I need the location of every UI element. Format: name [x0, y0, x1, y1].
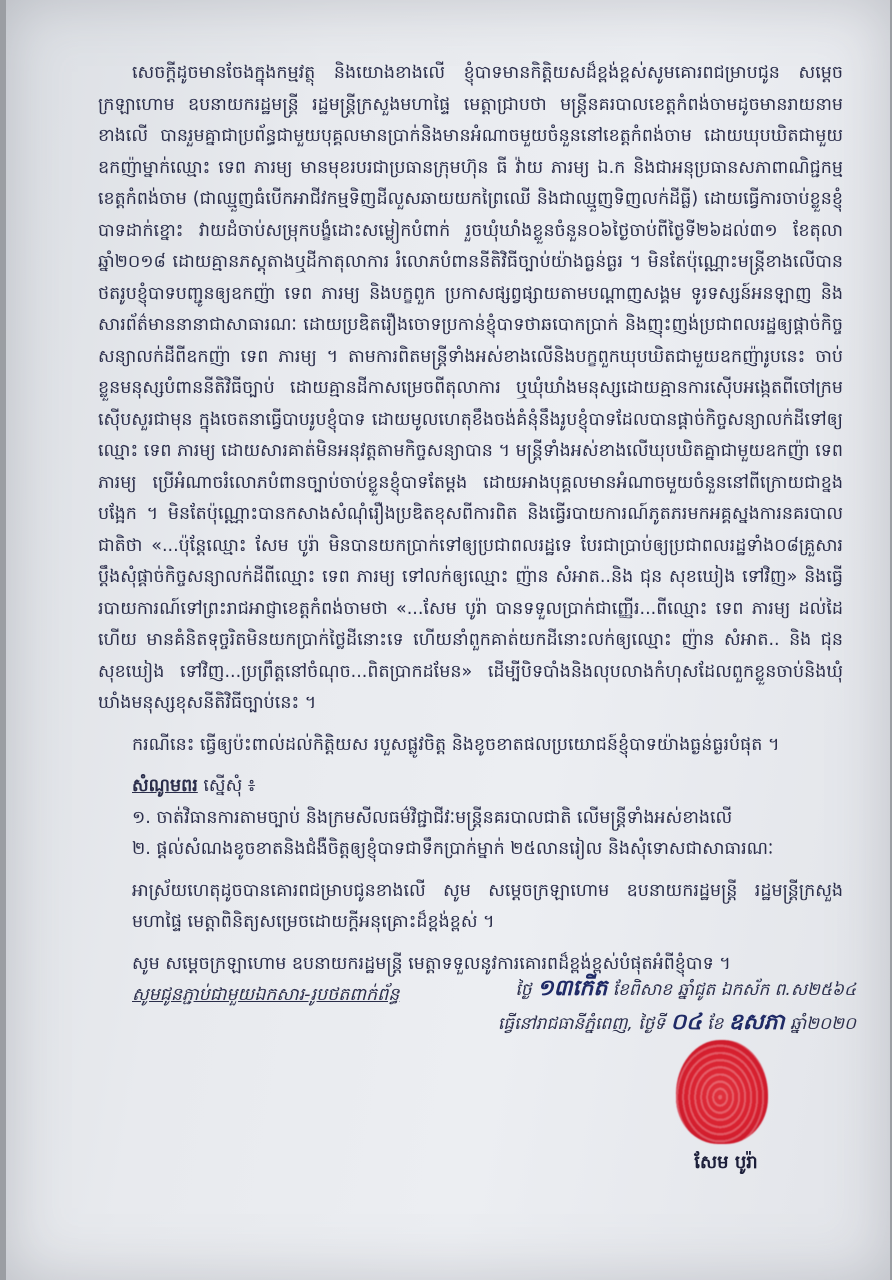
body-paragraph-2: ករណីនេះ ធ្វើឲ្យប៉ះពាល់ដល់កិត្តិយស របួសផ្លូវចិត្ត និងខូចខាតផលប្រយោជន៍ខ្ញុំបាទយ៉ាងធ្ងន់ធ្ងរបំផុត ។	[132, 734, 780, 755]
month-prefix: ខែ	[707, 1014, 724, 1034]
request-heading-tail: ស្នើសុំ ៖	[197, 776, 256, 796]
lunar-date-rest: ខែពិសាខ ឆ្នាំជូត ឯកស័ក ព.ស២៥៦៤	[612, 980, 856, 1000]
request-item-1: ១. ចាត់វិធានការតាមច្បាប់ និងក្រមសីលធម៌វិជ្ជាជីវៈមន្ត្រីនគរបាលជាតិ លើមន្ត្រីទាំងអស់ខាងលើ	[132, 807, 733, 828]
body-paragraph-4: សូម សម្ដេចក្រឡាហោម ឧបនាយករដ្ឋមន្ត្រី មេត្តាទទួលនូវការគោរពដ៏ខ្ពង់ខ្ពស់បំផុតអំពីខ្ញុំបាទ ។	[132, 953, 731, 974]
lunar-day: ១៣កើត	[536, 975, 608, 1001]
enclosure-note: សូមជូនភ្ជាប់ជាមួយឯកសារ-រូបថតពាក់ព័ន្ធ	[132, 985, 400, 1005]
lunar-date-prefix: ថ្ងៃ	[515, 980, 532, 1000]
request-heading	[98, 771, 843, 803]
date-block	[426, 972, 856, 1040]
place-date	[426, 1006, 856, 1040]
place-date-prefix: ធ្វើនៅរាជធានីភ្នំពេញ, ថ្ងៃទី	[497, 1014, 666, 1034]
thumbprint	[676, 1040, 768, 1144]
body-paragraph-1: សេចក្ដីដូចមានចែងក្នុងកម្មវត្ថុ និងយោងខាងលើ ខ្ញុំបាទមានកិត្តិយសដ៏ខ្ពង់ខ្ពស់សូមគោរពជម្រាបជូន សម្ដេចក្រឡាហោម ឧបនាយករដ្ឋមន្ត្រី រដ្ឋមន្ត្រីក្រសួងមហាផ្ទៃ មេត្តាជ្រាបថា មន្ត្រីនគរបាលខេត្តកំពង់ចាមដូចមានរាយនាមខាងលើ បានរួមគ្នាជាប្រព័ន្ធជាមួយបុគ្គលមានប្រាក់និងមានអំណាចមួយចំនួននៅខេត្តកំពង់ចាម ដោយឃុបឃិតជាមួយឧកញ៉ាម្នាក់ឈ្មោះ ទេព ភារម្យ មានមុខរបរជាប្រធានក្រុមហ៊ុន ធី វ៉ាយ ភារម្យ ឯ.ក និងជាអនុប្រធានសភាពាណិជ្ជកម្មខេត្តកំពង់ចាម (ជាឈ្មួញធំបើកអាជីវកម្មទិញដីលួសឆាយយកព្រៃឈើ និងជាឈ្មួញទិញលក់ដីធ្លី) ដោយធ្វើការចាប់ខ្លួនខ្ញុំបាទដាក់ខ្នោះ វាយដំចាប់សម្រុកបង្ខំដោះសម្លៀកបំពាក់ រួចឃុំឃាំងខ្លួនចំនួន០៦ថ្ងៃចាប់ពីថ្ងៃទី២៦ដល់៣១ ខែតុលាឆ្នាំ២០១៨ ដោយគ្មានភស្តុតាងឬដីកាតុលាការ រំលោភបំពាននីតិវិធីច្បាប់យ៉ាងធ្ងន់ធ្ងរ ។ មិនតែប៉ុណ្ណោះមន្ត្រីខាងលើបានថតរូបខ្ញុំបាទបញ្ជូនឲ្យឧកញ៉ា ទេព ភារម្យ និងបក្ខពួក ប្រកាសផ្សព្វផ្សាយតាមបណ្ដាញសង្គម ទូរទស្សន៍អនឡាញ និងសារព័ត៌មាននានាជាសាធារណៈ ដោយប្រឌិតរឿងចោទប្រកាន់ខ្ញុំបាទថាឆបោកប្រាក់ និងញុះញង់ប្រជាពលរដ្ឋឲ្យផ្ដាច់កិច្ចសន្យាលក់ដីពីឧកញ៉ា ទេព ភារម្យ ។ តាមការពិតមន្ត្រីទាំងអស់ខាងលើនិងបក្ខពួកឃុបឃិតជាមួយឧកញ៉ារូបនេះ ចាប់ខ្លួនមនុស្សបំពាននីតិវិធីច្បាប់ ដោយគ្មានដីកាសម្រេចពីតុលាការ ឬឃុំឃាំងមនុស្សដោយគ្មានការស៊ើបអង្កេតពីចៅក្រមស៊ើបសួរជាមុន ក្នុងចេតនាធ្វើបាបរូបខ្ញុំបាទ ដោយមូលហេតុខឹងចង់គំនុំនឹងរូបខ្ញុំបាទដែលបានផ្ដាច់កិច្ចសន្យាលក់ដីទៅឲ្យឈ្មោះ ទេព ភារម្យ ដោយសារគាត់មិនអនុវត្តតាមកិច្ចសន្យាបាន ។ មន្ត្រីទាំងអស់ខាងលើឃុបឃិតគ្នាជាមួយឧកញ៉ា ទេព ភារម្យ ប្រើអំណាចរំលោភបំពានច្បាប់ចាប់ខ្លួនខ្ញុំបាទតែម្ដង ដោយអាងបុគ្គលមានអំណាចមួយចំនួននៅពីក្រោយជាខ្នងបង្អែក ។ មិនតែប៉ុណ្ណោះបានកសាងសំណុំរឿងប្រឌិតខុសពីការពិត និងធ្វើរបាយការណ៍ភូតភរមកអគ្គស្នងការនគរបាលជាតិថា «...ប៉ុន្តែឈ្មោះ សែម បូរ៉ា មិនបានយកប្រាក់ទៅឲ្យប្រជាពលរដ្ឋទេ បែរជាប្រាប់ឲ្យប្រជាពលរដ្ឋទាំង០៨គ្រួសារប្ដឹងសុំផ្ដាច់កិច្ចសន្យាលក់ដីពីឈ្មោះ ទេព ភារម្យ ទៅលក់ឲ្យឈ្មោះ ញ៉ាន សំអាត..និង ជុន សុខឃៀង ទៅវិញ» និងធ្វើរបាយការណ៍ទៅព្រះរាជអាជ្ញាខេត្តកំពង់ចាមថា «...សែម បូរ៉ា បានទទួលប្រាក់ជាញ្ញើរ...ពីឈ្មោះ ទេព ភារម្យ ដល់ដៃហើយ មានគំនិតទុច្ចរិតមិនយកប្រាក់ថ្លៃដីនោះទេ ហើយនាំពួកគាត់យកដីនោះលក់ឲ្យឈ្មោះ ញ៉ាន សំអាត.. និង ជុន សុខឃៀង ទៅវិញ...ប្រព្រឹត្តនៅចំណុច...ពិតប្រាកដមែន» ដើម្បីបិទបាំងនិងលុបលាងកំហុសដែលពួកខ្លួនចាប់និងឃុំឃាំងមនុស្សខុសនីតិវិធីច្បាប់នេះ ។	[98, 63, 843, 713]
date-day: ០៤	[670, 1009, 702, 1035]
request-item-2: ២. ផ្ដល់សំណងខូចខាតនិងជំងឺចិត្តឲ្យខ្ញុំបាទជាទឹកប្រាក់ម្នាក់ ២៥លានរៀល និងសុំទោសជាសាធារណៈ	[132, 839, 774, 859]
letter-page	[6, 0, 890, 1280]
date-year: ឆ្នាំ២០២០	[790, 1014, 856, 1034]
letter-body	[98, 58, 843, 1012]
date-month: ឧសភា	[728, 1009, 785, 1035]
request-heading-label: សំណូមពរ	[132, 776, 198, 796]
lunar-date	[426, 972, 856, 1006]
signer-name: សែម បូរ៉ា	[694, 1152, 758, 1173]
body-paragraph-3: អាស្រ័យហេតុដូចបានគោរពជម្រាបជូនខាងលើ សូម សម្ដេចក្រឡាហោម ឧបនាយករដ្ឋមន្ត្រី រដ្ឋមន្ត្រីក្រសួងមហាផ្ទៃ មេត្តាពិនិត្យសម្រេចដោយក្ដីអនុគ្រោះដ៏ខ្ពង់ខ្ពស់ ។	[132, 880, 843, 932]
